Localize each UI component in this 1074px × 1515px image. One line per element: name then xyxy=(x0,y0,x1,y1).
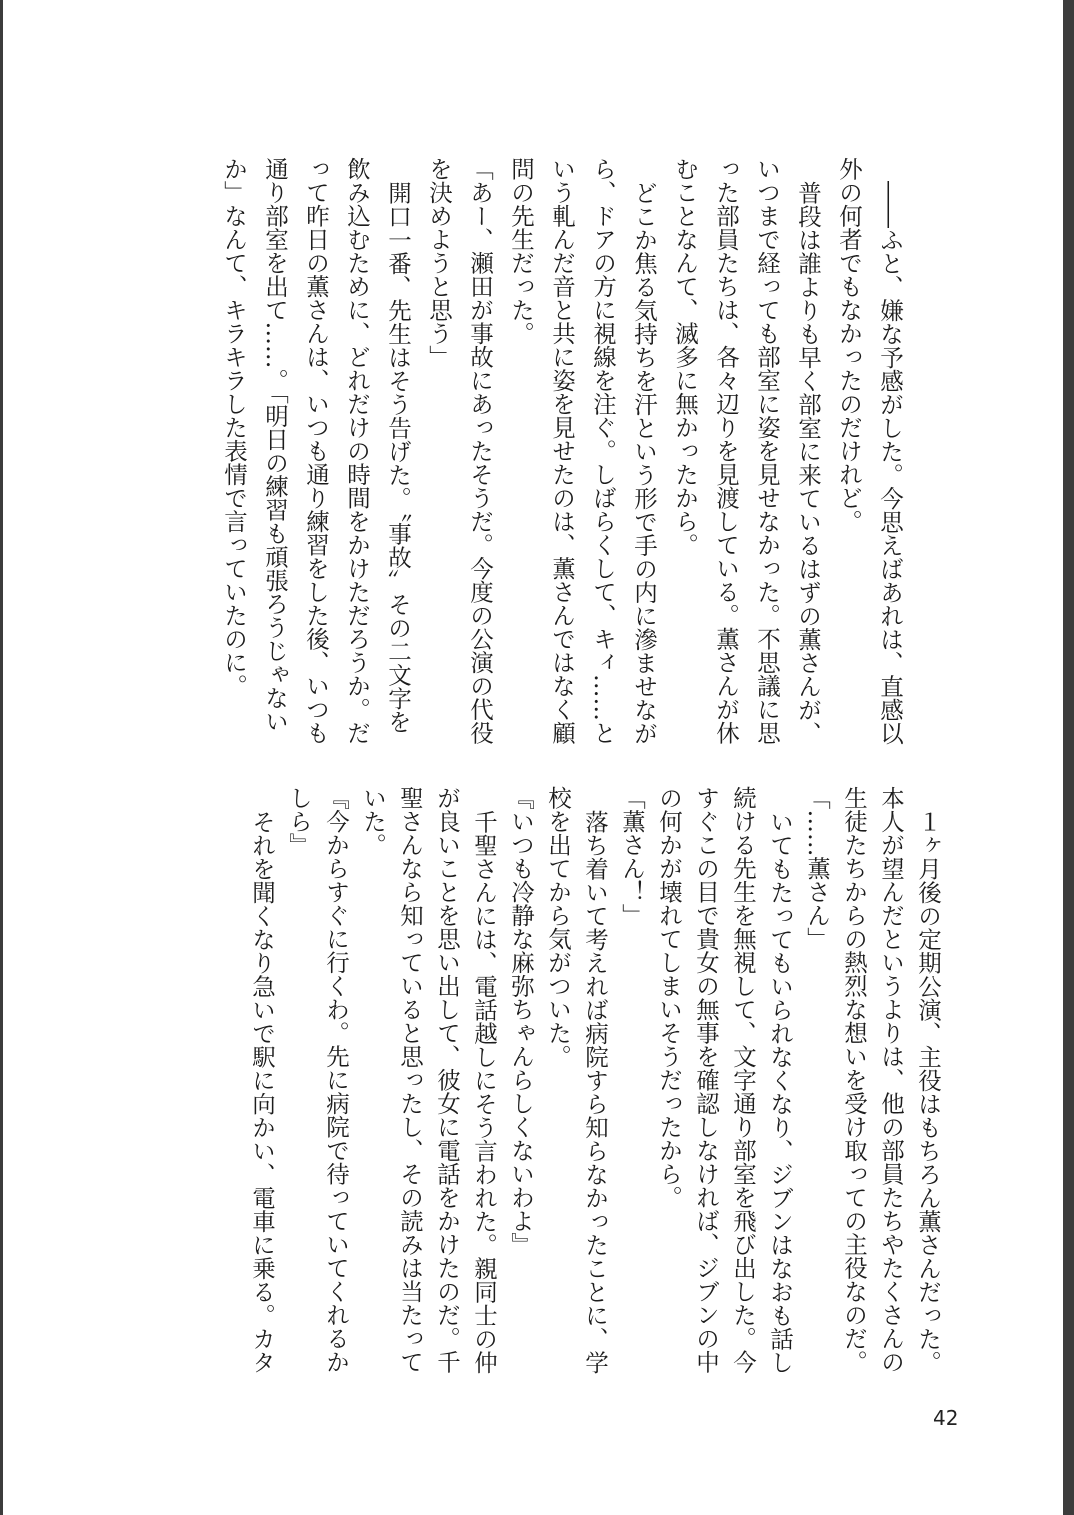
paragraph: 開口一番、先生はそう告げた。〝事故〟その二文字を飲み込むために、どれだけの時間をかけただろうか。だって昨日の薫さんは、いつも通り練習をした後、いつも通り部室を出て……。「明日の練習も頑張ろうじゃないか」なんて、キラキラした表情で言っていたのに。 xyxy=(220,157,412,745)
text-block-top xyxy=(213,157,910,745)
page-right-border xyxy=(1063,0,1074,1515)
paragraph: 「……薫さん」 xyxy=(803,786,831,951)
paragraph: １ヶ月後の定期公演、主役はもちろん薫さんだった。本人が望んだというよりは、他の部員たちやたくさんの生徒たちからの熱烈な想いを受け取っての主役なのだ。 xyxy=(840,786,942,1374)
paragraph: 普段は誰よりも早く部室に来ているはずの薫さんが、いつまで経っても部室に姿を見せなかった。不思議に思った部員たちは、各々辺りを見渡している。薫さんが休むことなんて、滅多に無かったから。 xyxy=(671,157,822,745)
paragraph: 『いつも冷静な麻弥ちゃんらしくないわよ』 xyxy=(507,786,535,1256)
paragraph: 「あー、瀬田が事故にあったそうだ。今度の公演の代役を決めようと思う」 xyxy=(425,157,494,745)
paragraph: 千聖さんには、電話越しにそう言われた。親同士の仲が良いことを思い出して、彼女に電話をかけたのだ。千聖さんなら知っていると思ったし、その読みは当たっていた。 xyxy=(359,786,498,1374)
paragraph: どこか焦る気持ちを汗という形で手の内に滲ませながら、ドアの方に視線を注ぐ。しばらくして、キィ……という軋んだ音と共に姿を見せたのは、薫さんではなく顧問の先生だった。 xyxy=(507,157,658,745)
paragraph: それを聞くなり急いで駅に向かい、電車に乗る。カタ xyxy=(248,809,276,1374)
paragraph: 落ち着いて考えれば病院すら知らなかったことに、学校を出てから気がついた。 xyxy=(544,786,609,1374)
paragraph: 「薫さん！」 xyxy=(618,786,646,927)
paragraph: ――ふと、嫌な予感がした。今思えばあれは、直感以外の何者でもなかったのだけれど。 xyxy=(835,157,904,745)
paragraph: 『今からすぐに行くわ。先に病院で待っていてくれるかしら』 xyxy=(285,786,350,1374)
page-left-border xyxy=(0,0,3,1515)
paragraph: いてもたってもいられなくなり、ジブンはなおも話し続ける先生を無視して、文字通り部室を飛び出した。今すぐこの目で貴女の無事を確認しなければ、ジブンの中の何かが壊れてしまいそうだったから。 xyxy=(655,786,794,1374)
text-block-bottom xyxy=(243,786,946,1374)
page-number: 42 xyxy=(933,1406,959,1430)
